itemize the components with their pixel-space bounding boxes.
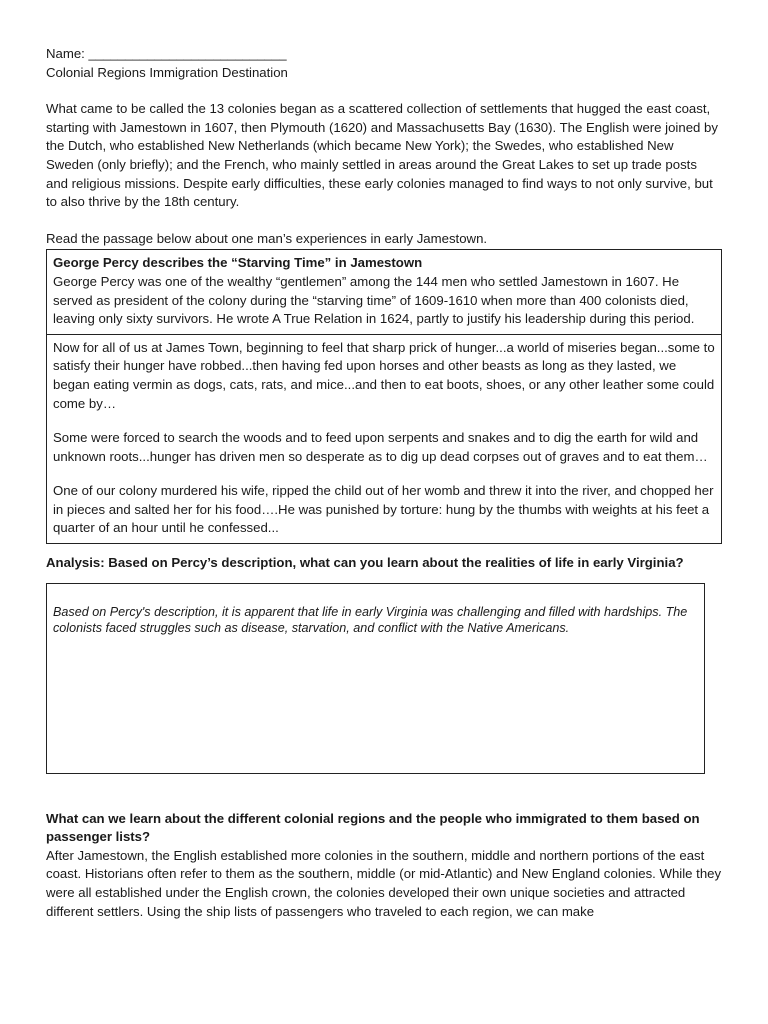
section2-body: After Jamestown, the English established more colonies in the southern, middle and northern portions of the east coast. Historians often refer to them as the southern, middle (or mid-Atlantic) and New England colonies. While they were all established under the English crown, the colonies developed their own unique societies and attracted different settlers. Using the ship lists of passengers who traveled to each region, we can make xyxy=(46,847,722,919)
source-excerpt-section xyxy=(47,334,721,543)
excerpt-paragraph: Some were forced to search the woods and to feed upon serpents and snakes and to dig the earth for wild and unknown roots...hunger has driven men so desperate as to dig up dead corpses out of graves and to eat them… xyxy=(53,430,708,464)
excerpt-paragraph: One of our colony murdered his wife, ripped the child out of her womb and threw it into the river, and chopped her in pieces and salted her for his food….He was punished by torture: hung by the thumbs with weights at his feet a quarter of an hour until he confessed... xyxy=(53,483,714,536)
source-bio: George Percy was one of the wealthy “gentlemen” among the 144 men who settled Jamestown in 1607. He served as president of the colony during the “starving time” of 1609-1610 when more than 400 colonists died, leaving only sixty survivors. He wrote A True Relation in 1624, partly to justify his leadership during this period. xyxy=(53,273,695,327)
excerpt-paragraph: Now for all of us at James Town, beginning to feel that sharp prick of hunger...a world of miseries began...some to satisfy their hunger have robbed...then having fed upon horses and other beasts as long as they lasted, we began eating vermin as dogs, cats, rats, and mice...and then to eat boots, shoes, or any other leather some could come by… xyxy=(53,339,715,411)
source-title: George Percy describes the “Starving Time” in Jamestown xyxy=(53,255,423,271)
analysis-question: Analysis: Based on Percy’s description, what can you learn about the realities of life in early Virginia? xyxy=(46,555,684,571)
source-intro-section xyxy=(47,250,721,333)
analysis-answer-text: Based on Percy's description, it is apparent that life in early Virginia was challenging and filled with hardships. The colonists faced struggles such as disease, starvation, and conflict with the Native Americans. xyxy=(53,604,688,636)
name-line: Name: ___________________________ xyxy=(46,46,287,61)
primary-source-box xyxy=(46,249,722,544)
worksheet-title: Colonial Regions Immigration Destination xyxy=(46,64,288,80)
worksheet-page xyxy=(46,45,722,921)
intro-paragraph: What came to be called the 13 colonies began as a scattered collection of settlements that hugged the east coast, starting with Jamestown in 1607, then Plymouth (1620) and Massachusetts Bay (1630). The English were joined by the Dutch, who established New Netherlands (which became New York); the Swedes, who established New Sweden (only briefly); and the French, who mainly settled in areas around the Great Lakes to set up trade posts and religious missions. Despite early difficulties, these early colonies managed to find ways to not only survive, but to also thrive by the 18th century. xyxy=(46,101,718,210)
section2-question: What can we learn about the different colonial regions and the people who immigrated to them based on passenger lists? xyxy=(46,810,700,845)
read-prompt: Read the passage below about one man’s experiences in early Jamestown. xyxy=(46,230,488,246)
analysis-answer-box[interactable] xyxy=(46,583,705,774)
